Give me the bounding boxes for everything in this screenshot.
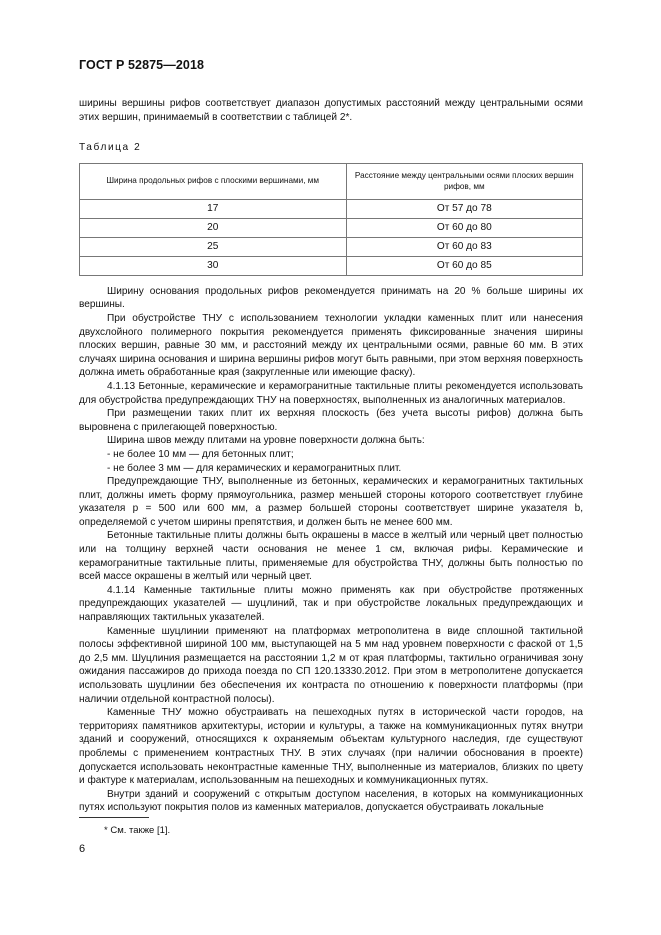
intro-paragraph: ширины вершины рифов соответствует диапазон допустимых расстояний между центральными осями этих вершин, принимаемый в соответствии с таблицей 2*. (79, 98, 583, 123)
paragraph: Предупреждающие ТНУ, выполненные из бетонных, керамических и керамогранитных тактильных плит, должны иметь форму прямоугольника, размер меньшей стороны которого соответствует глубине указателя p = 500 или 600 мм, а размер большей стороны соответствует ширине указателя b, определяемой с учетом ширины препятствия, и должен быть не менее 600 мм. (79, 476, 583, 528)
table-row (80, 199, 583, 218)
paragraph: Каменные ТНУ можно обустраивать на пешеходных путях в исторической части городов, на территориях памятников архитектуры, истории и культуры, а также на коммуникационных путях внутри зданий и сооружений, относящихся к охраняемым объектам культурного наследия, где существуют проблемы с применением контрастных ТНУ. В этих случаях (при наличии обоснования в проекте) допускается использовать неконтрастные каменные ТНУ, выполненные из материалов, близких по цвету и фактуре к материалам, использованным на пешеходных и коммуникационных путях. (79, 707, 583, 787)
paragraph: Бетонные тактильные плиты должны быть окрашены в массе в желтый или черный цвет полностью или на толщину верхней части основания не менее 1 см, включая рифы. Керамические и керамогранитные тактильные плиты, применяемые для обустройства ТНУ, должны быть полностью по всей массе окрашены в желтый или черный цвет. (79, 530, 583, 583)
paragraph: При обустройстве ТНУ с использованием технологии укладки каменных плит или нанесения двухслойного полимерного покрытия рекомендуется применять фиксированные значения ширины плоских вершин, равные 30 мм, и расстояний между их центральными осями, равные 60 мм. В этих случаях ширина основания и ширина вершины рифов могут быть равными, при этом верхняя поверхность должна иметь обработанные края (закругленные или имеющие фаску). (79, 312, 583, 379)
list-item: - не более 10 мм — для бетонных плит; (107, 448, 294, 460)
paragraph: 4.1.13 Бетонные, керамические и керамогранитные тактильные плиты рекомендуется использовать для обустройства предупреждающих ТНУ на поверхностях, выполненных из аналогичных материалов. (79, 380, 583, 406)
table-cell: От 60 до 85 (346, 256, 582, 275)
paragraph: Ширину основания продольных рифов рекомендуется принимать на 20 % больше ширины их вершины. (79, 285, 583, 311)
paragraph: Ширина швов между плитами на уровне поверхности должна быть: (107, 435, 425, 447)
column-header-axis-distance: Расстояние между центральными осями плоских вершин рифов, мм (346, 163, 582, 199)
paragraph: При размещении таких плит их верхняя плоскость (без учета высоты рифов) должна быть выровнена с прилегающей поверхностью. (79, 408, 583, 433)
table-cell: От 57 до 78 (346, 199, 582, 218)
table-row (80, 256, 583, 275)
table-header-row (80, 163, 583, 199)
table-caption: Таблица 2 (79, 142, 142, 154)
footnote-separator (79, 817, 149, 818)
footnote: * См. также [1]. (104, 825, 171, 836)
page-number: 6 (79, 843, 86, 855)
paragraph: 4.1.14 Каменные тактильные плиты можно применять как при обустройстве протяженных предупреждающих указателей — шуцлиний, так и при обустройстве локальных предупреждающих и направляющих тактильных указателей. (79, 584, 583, 624)
document-header: ГОСТ Р 52875—2018 (79, 58, 205, 72)
table-2 (79, 163, 583, 276)
table-cell: 25 (80, 237, 347, 256)
table-cell: 17 (80, 199, 347, 218)
document-body (79, 97, 583, 815)
table-cell: 20 (80, 218, 347, 237)
table-row (80, 237, 583, 256)
table-cell: От 60 до 80 (346, 218, 582, 237)
column-header-rib-width: Ширина продольных рифов с плоскими вершинами, мм (80, 163, 347, 199)
table-row (80, 218, 583, 237)
paragraph: Каменные шуцлинии применяют на платформах метрополитена в виде сплошной тактильной полосы эффективной шириной 100 мм, выступающей на 5 мм над уровнем поверхности с фаской от 1,5 до 2,5 мм. Шуцлиния размещается на расстоянии 1,2 м от края платформы, тактильно ограничивая зону ожидания пассажиров до прихода поезда по СП 120.13330.2012. При этом в метрополитене допускается использовать шуцлинии без обеспечения их контраста по отношению к поверхности платформы (при наличии отдельной контрастной полосы). (79, 625, 583, 705)
table-cell: 30 (80, 256, 347, 275)
list-item: - не более 3 мм — для керамических и керамогранитных плит. (107, 462, 402, 474)
table-cell: От 60 до 83 (346, 237, 582, 256)
paragraph: Внутри зданий и сооружений с открытым доступом населения, в которых на коммуникационных путях используют покрытия полов из каменных материалов, допускается обустраивать локальные (79, 788, 583, 814)
